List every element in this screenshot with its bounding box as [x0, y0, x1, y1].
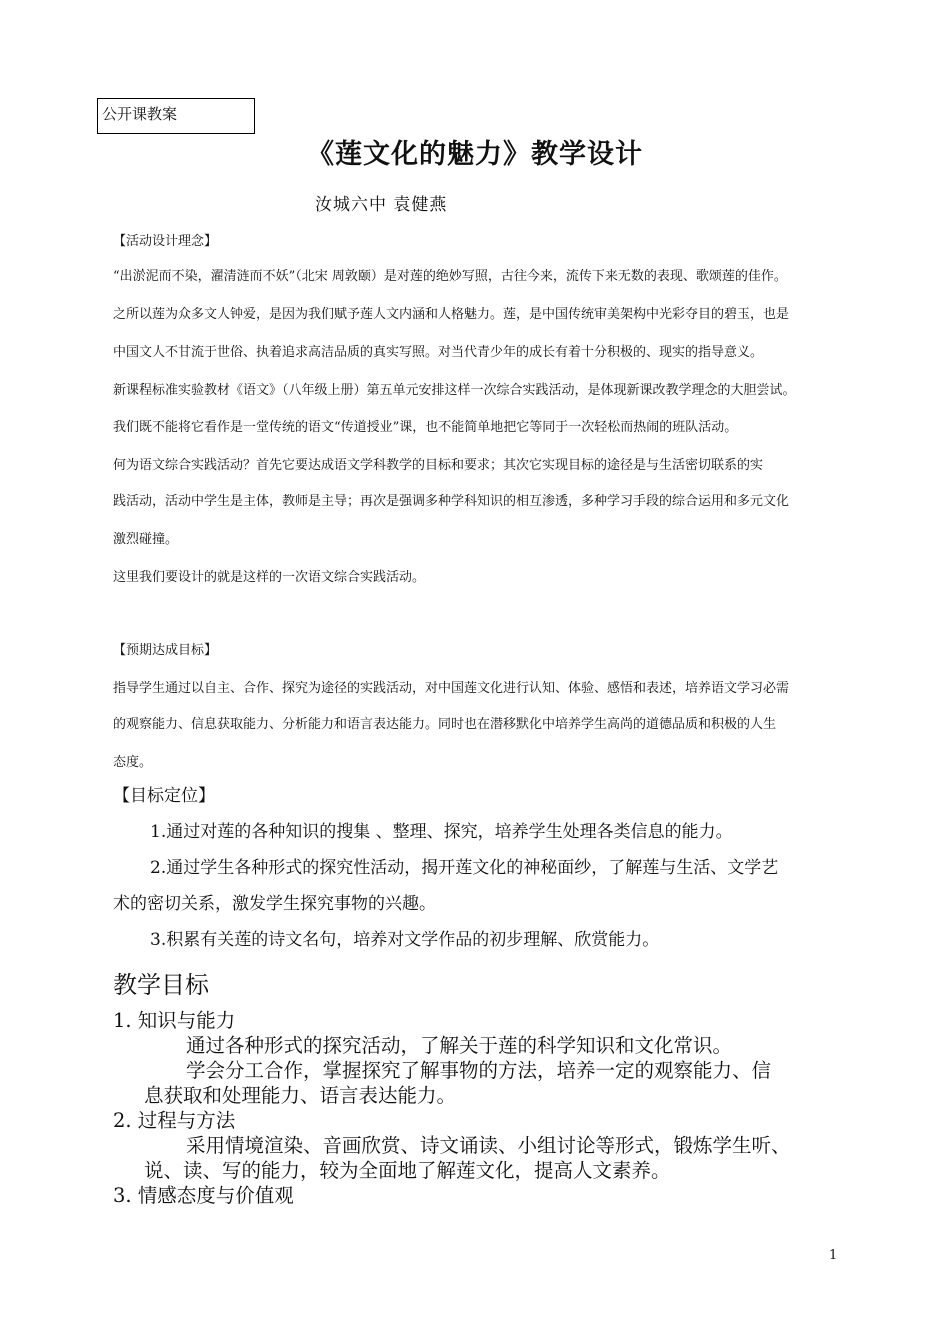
objective-label-emotion: 3. 情感态度与价值观 — [113, 1184, 294, 1207]
paragraph-line: “出淤泥而不染，濯清涟而不妖”（北宋 周敦颐）是对莲的绝妙写照，古往今来，流传下来无数的表现、歌颂莲的佳作。 — [113, 269, 787, 284]
document-title: 《莲文化的魅力》教学设计 — [307, 139, 643, 170]
objective-text: 息获取和处理能力、语言表达能力。 — [144, 1084, 457, 1107]
paragraph-line: 我们既不能将它看作是一堂传统的语文“传道授业”课，也不能简单地把它等同于一次轻松而热闹的班队活动。 — [113, 420, 738, 435]
objective-label-process: 2. 过程与方法 — [113, 1109, 236, 1132]
paragraph-line: 激烈碰撞。 — [113, 532, 179, 547]
paragraph-line: 态度。 — [113, 755, 153, 770]
header-tag-box: 公开课教案 — [97, 98, 255, 134]
paragraph-line: 之所以莲为众多文人钟爱，是因为我们赋予莲人文内涵和人格魅力。莲，是中国传统审美架构中光彩夺目的碧玉，也是 — [113, 307, 790, 322]
section-heading-design-concept: 【活动设计理念】 — [113, 234, 218, 249]
objective-label-knowledge: 1. 知识与能力 — [113, 1009, 236, 1032]
objective-text: 说、读、写的能力，较为全面地了解莲文化，提高人文素养。 — [144, 1159, 671, 1182]
goal-item: 2.通过学生各种形式的探究性活动，揭开莲文化的神秘面纱，了解莲与生活、文学艺 — [150, 858, 779, 878]
page-number: 1 — [829, 1248, 838, 1263]
section-heading-teaching-objectives: 教学目标 — [113, 971, 209, 999]
section-heading-expected-goals: 【预期达成目标】 — [113, 643, 218, 658]
paragraph-line: 的观察能力、信息获取能力、分析能力和语言表达能力。同时也在潜移默化中培养学生高尚的道德品质和积极的人生 — [113, 717, 777, 732]
paragraph-line: 何为语文综合实践活动？首先它要达成语文学科教学的目标和要求；其次它实现目标的途径是与生活密切联系的实 — [113, 458, 764, 473]
objective-text: 学会分工合作，掌握探究了解事物的方法，培养一定的观察能力、信 — [186, 1059, 772, 1082]
paragraph-line: 新课程标准实验教材《语文》（八年级上册）第五单元安排这样一次综合实践活动，是体现新课改教学理念的大胆尝试。 — [113, 383, 796, 398]
paragraph-line: 这里我们要设计的就是这样的一次语文综合实践活动。 — [113, 570, 426, 585]
paragraph-line: 践活动，活动中学生是主体，教师是主导；再次是强调多种学科知识的相互渗透，多种学习手段的综合运用和多元文化 — [113, 494, 790, 509]
goal-item-continuation: 术的密切关系，激发学生探究事物的兴趣。 — [113, 894, 436, 914]
paragraph-line: 指导学生通过以自主、合作、探究为途径的实践活动，对中国莲文化进行认知、体验、感悟和表述，培养语文学习必需 — [113, 681, 790, 696]
section-heading-goal-positioning: 【目标定位】 — [113, 786, 215, 806]
paragraph-line: 中国文人不甘流于世俗、执着追求高洁品质的真实写照。对当代青少年的成长有着十分积极的、现实的指导意义。 — [113, 345, 764, 360]
goal-item: 3.积累有关莲的诗文名句，培养对文学作品的初步理解、欣赏能力。 — [150, 930, 660, 950]
objective-text: 采用情境渲染、音画欣赏、诗文诵读、小组讨论等形式，锻炼学生听、 — [186, 1134, 791, 1157]
goal-item: 1.通过对莲的各种知识的搜集 、整理、探究，培养学生处理各类信息的能力。 — [150, 822, 733, 842]
objective-text: 通过各种形式的探究活动，了解关于莲的科学知识和文化常识。 — [186, 1034, 733, 1057]
author-line: 汝城六中 袁健燕 — [315, 195, 448, 215]
